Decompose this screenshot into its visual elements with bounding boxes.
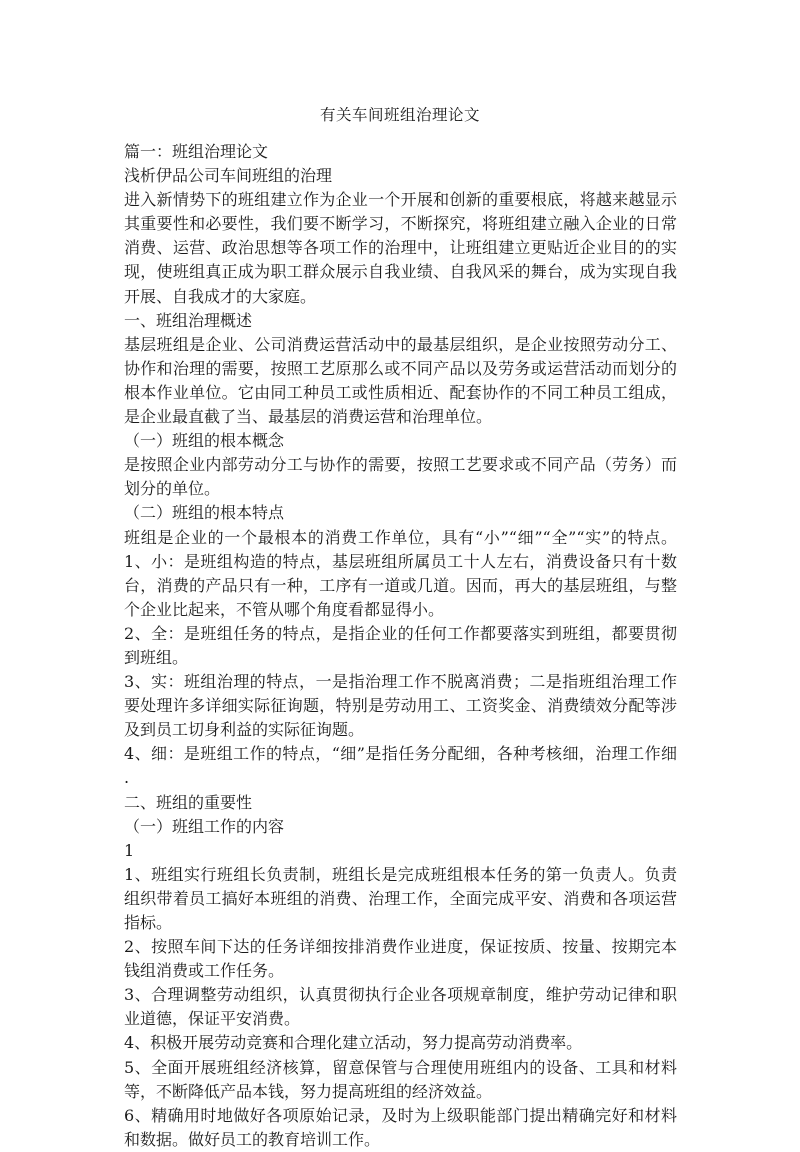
list-item-line: 5、全面开展班组经济核算，留意保管与合理使用班组内的设备、工具和材料	[124, 1057, 677, 1077]
list-item-line: 和数据。做好员工的教育培训工作。	[124, 1129, 381, 1149]
paragraph-line: 协作和治理的需要，按照工艺原那么或不同产品以及劳务或运营活动而划分的	[124, 358, 677, 378]
document-title: 有关车间班组治理论文	[319, 106, 480, 124]
section-heading: 二、班组的重要性	[124, 792, 253, 812]
paragraph-line: 班组是企业的一个最根本的消费工作单位，具有“小”“细”“全”“实”的特点。	[124, 527, 677, 547]
list-item-line: 3、合理调整劳动组织，认真贯彻执行企业各项规章制度，维护劳动记律和职	[124, 985, 677, 1005]
list-item-line: 业道德，保证平安消费。	[124, 1009, 301, 1029]
paragraph-line: 是企业最直截了当、最基层的消费运营和治理单位。	[124, 407, 493, 427]
list-item-line: 到班组。	[124, 647, 189, 667]
paragraph-line: 进入新情势下的班组建立作为企业一个开展和创新的重要根底，将越来越显示	[124, 190, 677, 210]
list-item-line: 2、按照车间下达的任务详细按排消费作业进度，保证按质、按量、按期完本	[124, 937, 677, 957]
paragraph-line: 开展、自我成才的大家庭。	[124, 286, 317, 306]
list-item-line: 4、积极开展劳动竞赛和合理化建立活动，努力提高劳动消费率。	[124, 1033, 583, 1053]
subsection-heading: （一）班组的根本概念	[124, 431, 285, 451]
list-item-line: 1、班组实行班组长负责制，班组长是完成班组根本任务的第一负责人。负责	[124, 864, 677, 884]
subsection-heading: （一）班组工作的内容	[124, 816, 285, 836]
list-item-line: 1、小：是班组构造的特点，基层班组所属员工十人左右，消费设备只有十数	[124, 551, 677, 571]
list-item-line: 及到员工切身利益的实际征询题。	[124, 720, 365, 740]
list-item-line: 6、精确用时地做好各项原始记录，及时为上级职能部门提出精确完好和材料	[124, 1105, 677, 1125]
list-item-line: .	[124, 768, 130, 788]
list-item-line: 指标。	[124, 913, 173, 932]
document-body	[124, 140, 677, 1152]
list-item-line: 台，消费的产品只有一种，工序有一道或几道。因而，再大的基层班组，与整	[124, 575, 677, 595]
page-number-text: 1	[124, 840, 135, 860]
paragraph-line: 基层班组是企业、公司消费运营活动中的最基层组织，是企业按照劳动分工、	[124, 334, 677, 354]
list-item-line: 2、全：是班组任务的特点，是指企业的任何工作都要落实到班组，都要贯彻	[124, 623, 677, 643]
list-item-line: 3、实：班组治理的特点，一是指治理工作不脱离消费；二是指班组治理工作	[124, 672, 677, 692]
list-item-line: 钱组消费或工作任务。	[124, 961, 285, 981]
article-title: 浅析伊品公司车间班组的治理	[124, 166, 333, 186]
list-item-line: 要处理许多详细实际征询题，特别是劳动用工、工资奖金、消费绩效分配等涉	[124, 696, 677, 716]
list-item-line: 组织带着员工搞好本班组的消费、治理工作，全面完成平安、消费和各项运营	[124, 888, 677, 908]
paragraph-line: 划分的单位。	[124, 479, 221, 499]
paragraph-line: 根本作业单位。它由同工种员工或性质相近、配套协作的不同工种员工组成，	[124, 382, 677, 402]
list-item-line: 个企业比起来，不管从哪个角度看都显得小。	[124, 599, 445, 619]
list-item-line: 等，不断降低产品本钱，努力提高班组的经济效益。	[124, 1081, 493, 1101]
paragraph-line: 其重要性和必要性，我们要不断学习，不断探究，将班组建立融入企业的日常	[124, 214, 677, 234]
list-item-line: 4、细：是班组工作的特点，“细”是指任务分配细，各种考核细，治理工作细	[124, 744, 677, 764]
subsection-heading: （二）班组的根本特点	[124, 503, 285, 523]
section-heading: 一、班组治理概述	[124, 310, 253, 330]
paragraph-line: 现，使班组真正成为职工群众展示自我业绩、自我风采的舞台，成为实现自我	[124, 262, 677, 282]
section-heading: 篇一：班组治理论文	[124, 142, 269, 161]
paragraph-line: 消费、运营、政治思想等各项工作的治理中，让班组建立更贴近企业目的的实	[124, 238, 677, 258]
paragraph-line: 是按照企业内部劳动分工与协作的需要，按照工艺要求或不同产品（劳务）而	[124, 455, 677, 475]
